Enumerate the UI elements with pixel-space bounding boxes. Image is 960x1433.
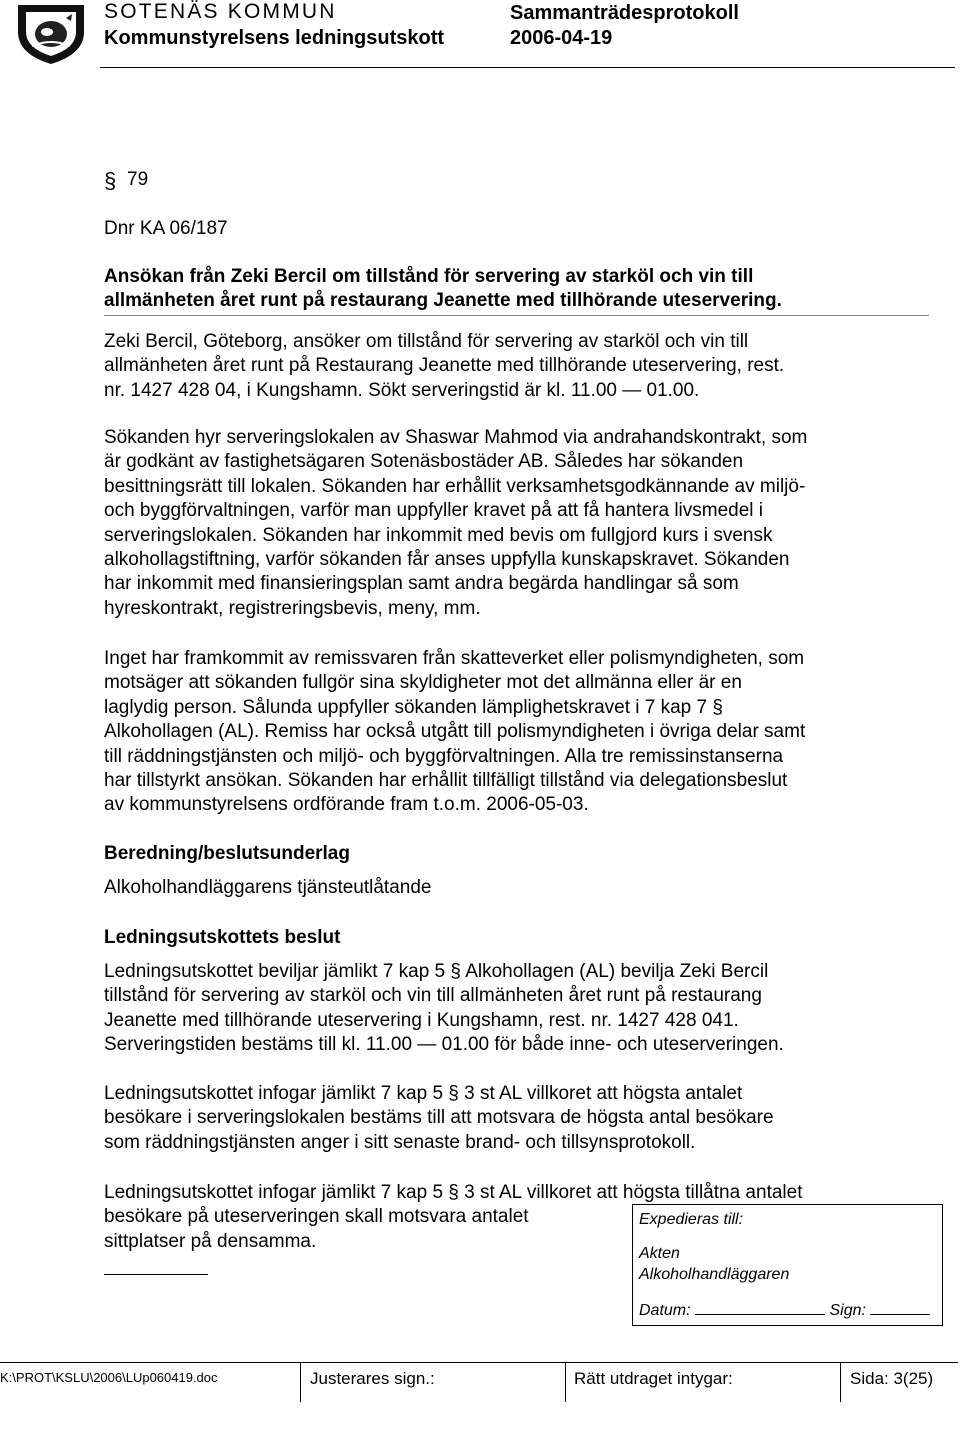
date-label: Datum: — [639, 1302, 691, 1319]
footer-divider — [0, 1362, 958, 1363]
text-line: som räddningstjänsten anger i sitt senaste brand- och tillsynsprotokoll. — [104, 1131, 696, 1153]
heading-decision: Ledningsutskottets beslut — [104, 927, 341, 948]
text-line: har inkommit med finansieringsplan samt andra begärda handlingar så som — [104, 573, 739, 595]
sign-blank — [870, 1300, 930, 1315]
text-line: och byggförvaltningen, varför man uppfyller kravet på att få hantera livsmedel i — [104, 500, 764, 522]
basis-text: Alkoholhandläggarens tjänsteutlåtande — [104, 877, 432, 898]
footer-separator — [300, 1362, 301, 1402]
text-line: besökare i serveringslokalen bestäms till att motsvara de högsta antal besökare — [104, 1107, 774, 1129]
case-title — [104, 265, 924, 313]
text-line: Sökanden hyr serveringslokalen av Shaswar Mahmod via andrahandskontrakt, som — [104, 427, 808, 448]
text-line: Inget har framkommit av remissvaren från skatteverket eller polismyndigheten, som — [104, 648, 805, 669]
text-line: alkohollagstiftning, varför sökanden får anses uppfylla kunskapskravet. Sökanden — [104, 549, 790, 571]
text-line: allmänheten året runt på Restaurang Jeanette med tillhörande uteservering, rest. — [104, 355, 785, 377]
text-line: nr. 1427 428 04, i Kungshamn. Sökt serveringstid är kl. 11.00 — 01.00. — [104, 379, 700, 401]
text-line: Ledningsutskottet beviljar jämlikt 7 kap 5 § Alkohollagen (AL) bevilja Zeki Bercil — [104, 961, 769, 982]
dispatch-box — [632, 1204, 943, 1326]
text-line: hyreskontrakt, registreringsbevis, meny, mm. — [104, 597, 481, 619]
date-blank — [695, 1300, 825, 1315]
text-line: Jeanette med tillhörande uteservering i Kungshamn, rest. nr. 1427 428 041. — [104, 1009, 739, 1031]
certified-extract-label: Rätt utdraget intygar: — [574, 1369, 733, 1388]
end-line — [104, 1274, 208, 1275]
paragraph-referrals — [104, 647, 904, 818]
dispatch-recipient: Alkoholhandläggaren — [639, 1266, 790, 1283]
footer-separator — [840, 1362, 841, 1402]
text-line: motsäger att sökanden fullgör sina skyldigheter mot det allmänna eller är en — [104, 672, 742, 694]
text-line: besittningsrätt till lokalen. Sökanden har erhållit verksamhetsgodkännande av miljö- — [104, 475, 806, 497]
file-path: K:\PROT\KSLU\2006\LUp060419.doc — [0, 1370, 218, 1385]
text-line: är godkänt av fastighetsägaren Sotenäsbostäder AB. Således har sökanden — [104, 451, 744, 473]
text-line: till räddningstjänsten och miljö- och byggförvaltningen. Alla tre remissinstanserna — [104, 745, 784, 767]
text-line: av kommunstyrelsens ordförande fram t.o.m. 2006-05-03. — [104, 794, 589, 816]
paragraph-decision — [104, 960, 904, 1058]
header-divider — [100, 67, 955, 68]
section-number: 79 — [127, 169, 149, 190]
page-number: Sida: 3(25) — [850, 1369, 934, 1388]
text-line: sittplatser på densamma. — [104, 1230, 317, 1252]
text-line: Alkohollagen (AL). Remiss har också utgått till polismyndigheten i övriga delar samt — [104, 721, 806, 743]
committee-name: Kommunstyrelsens ledningsutskott — [104, 27, 445, 49]
text-line: Ledningsutskottet infogar jämlikt 7 kap 5 § 3 st AL villkoret att högsta antalet — [104, 1083, 743, 1104]
case-title-line: allmänheten året runt på restaurang Jeanette med tillhörande uteservering. — [104, 290, 782, 311]
meeting-date: 2006-04-19 — [510, 27, 613, 49]
paragraph-premises — [104, 426, 904, 621]
text-line: besökare på uteserveringen skall motsvara antalet — [104, 1206, 529, 1228]
heading-basis: Beredning/beslutsunderlag — [104, 843, 350, 864]
organization-name: SOTENÄS KOMMUN — [104, 0, 337, 23]
text-line: serveringslokalen. Sökanden har inkommit med bevis om fullgjord kurs i svensk — [104, 524, 773, 546]
dispatch-title: Expedieras till: — [639, 1211, 744, 1228]
dispatch-sign-row — [639, 1300, 930, 1320]
paragraph-indoor-capacity — [104, 1082, 904, 1155]
text-line: Ledningsutskottet infogar jämlikt 7 kap 5 § 3 st AL villkoret att högsta tillåtna antalet — [104, 1182, 803, 1203]
municipal-coat-of-arms-icon — [14, 2, 88, 66]
case-title-line: Ansökan från Zeki Bercil om tillstånd för servering av starköl och vin till — [104, 266, 754, 287]
text-line: Serveringstiden bestäms till kl. 11.00 — 01.00 för både inne- och uteserveringen. — [104, 1034, 784, 1056]
section-sign: § — [104, 168, 117, 193]
case-number: Dnr KA 06/187 — [104, 218, 228, 239]
text-line: laglydig person. Sålunda uppfyller sökanden lämplighetskravet i 7 kap 7 § — [104, 696, 723, 718]
footer-separator — [565, 1362, 566, 1402]
document-type: Sammanträdesprotokoll — [510, 2, 739, 24]
dispatch-recipient: Akten — [639, 1245, 680, 1262]
sign-label: Sign: — [829, 1302, 866, 1319]
paragraph-application — [104, 330, 904, 403]
text-line: har tillstyrkt ansökan. Sökanden har erhållit tillfälligt tillstånd via delegationsbeslut — [104, 770, 788, 792]
text-line: tillstånd för servering av starköl och vin till allmänheten året runt på restaurang — [104, 985, 762, 1007]
text-line: Zeki Bercil, Göteborg, ansöker om tillstånd för servering av starköl och vin till — [104, 331, 749, 352]
title-divider — [104, 315, 929, 316]
adjuster-signature-label: Justerares sign.: — [310, 1369, 435, 1388]
